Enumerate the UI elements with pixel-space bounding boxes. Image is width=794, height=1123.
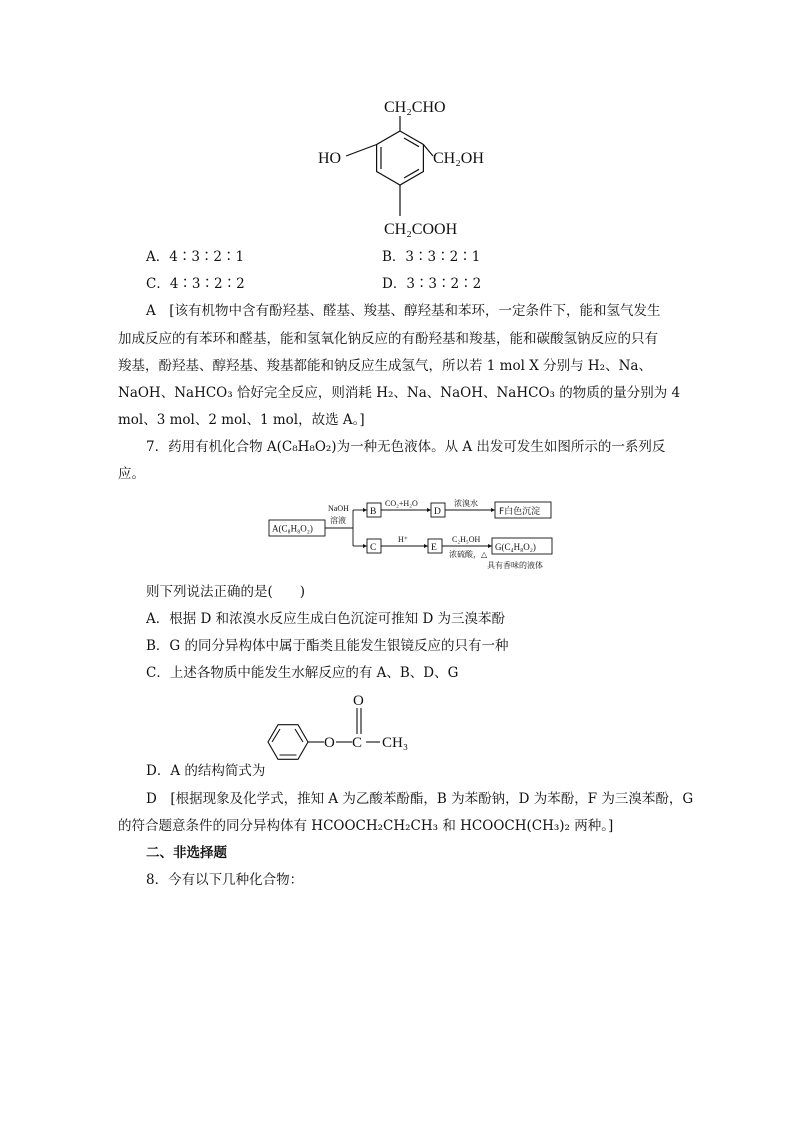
q6-answer-line-5: mol、3 mol、2 mol、1 mol，故选 A。] (118, 412, 365, 428)
flow-bromine-water: 浓溴水 (454, 499, 478, 508)
q6-option-a: A．4∶3∶2∶1 (146, 249, 245, 265)
q8-stem: 8．今有以下几种化合物： (146, 872, 304, 888)
q7-stem-line-2: 应。 (118, 466, 145, 482)
flow-box-g: G(C₄H₈O₂) (495, 542, 536, 552)
phenyl-acetate-structure (266, 690, 436, 778)
q6-option-c: C．4∶3∶2∶2 (146, 276, 245, 292)
structure-diagram-x (300, 88, 520, 243)
ester-carbon: C (352, 735, 363, 751)
struct-left-group: HO (318, 150, 342, 167)
q7-answer-line-2: 的符合题意条件的同分异构体有 HCOOCH₂CH₂CH₃ 和 HCOOCH(CH₃)₂ 两种。] (118, 818, 614, 834)
q7-answer-line-1: D [根据现象及化学式，推知 A 为乙酸苯酚酯，B 为苯酚钠，D 为苯酚，F 为三溴苯酚，G (146, 791, 694, 807)
q7-option-c: C．上述各物质中能发生水解反应的有 A、B、D、G (146, 665, 459, 681)
flow-box-d: D (434, 507, 441, 517)
q6-answer-line-4: NaOH、NaHCO₃ 恰好完全反应，则消耗 H₂、Na、NaOH、NaHCO₃ 的物质的量分别为 4 (118, 385, 681, 401)
flow-co2-h2o: CO₂+H₂O (385, 499, 418, 508)
flow-condition: 浓硫酸，△ (449, 550, 488, 559)
flow-naoh-solution: 溶液 (330, 516, 346, 525)
struct-top-group: CH₂CHO (384, 99, 446, 116)
q7-option-b: B．G 的同分异构体中属于酯类且能发生银镜反应的只有一种 (146, 638, 509, 654)
q6-option-b: B．3∶3∶2∶1 (382, 249, 481, 265)
section-heading: 二、非选择题 (146, 845, 227, 861)
flow-box-e: E (431, 543, 437, 553)
flow-naoh: NaOH (328, 504, 349, 513)
flow-ethanol: C₂H₅OH (452, 535, 481, 544)
flow-note: 具有香味的液体 (487, 561, 543, 570)
flow-box-b: B (370, 507, 377, 517)
q6-answer-line-1: A [该有机物中含有酚羟基、醛基、羧基、醇羟基和苯环，一定条件下，能和氢气发生 (146, 303, 661, 319)
q7-question: 则下列说法正确的是( ) (146, 584, 306, 600)
flow-box-a: A(C₈H₈O₂) (272, 523, 313, 534)
ester-ch3: CH₃ (382, 735, 409, 751)
ester-o-double: O (353, 693, 364, 709)
struct-bottom-group: CH₂COOH (384, 221, 458, 238)
flow-box-f: F白色沉淀 (499, 507, 541, 517)
ester-o-ether: O (324, 735, 335, 751)
q7-option-d: D．A 的结构简式为 (146, 763, 266, 779)
q6-answer-line-3: 羧基，酚羟基、醇羟基、羧基都能和钠反应生成氢气，所以若 1 mol X 分别与 H₂、Na、 (118, 358, 652, 374)
struct-right-group: CH₂OH (433, 150, 484, 167)
q7-option-a: A．根据 D 和浓溴水反应生成白色沉淀可推知 D 为三溴苯酚 (146, 611, 506, 627)
q6-option-d: D．3∶3∶2∶2 (382, 276, 482, 292)
q7-stem-line-1: 7．药用有机化合物 A(C₈H₈O₂)为一种无色液体。从 A 出发可发生如图所示的一系列反 (146, 439, 666, 455)
flow-h-plus: H⁺ (398, 535, 408, 544)
flow-box-c: C (370, 543, 377, 553)
reaction-flow-diagram (265, 496, 565, 576)
q6-answer-line-2: 加成反应的有苯环和醛基，能和氢氧化钠反应的有酚羟基和羧基，能和碳酸氢钠反应的只有 (118, 331, 658, 347)
